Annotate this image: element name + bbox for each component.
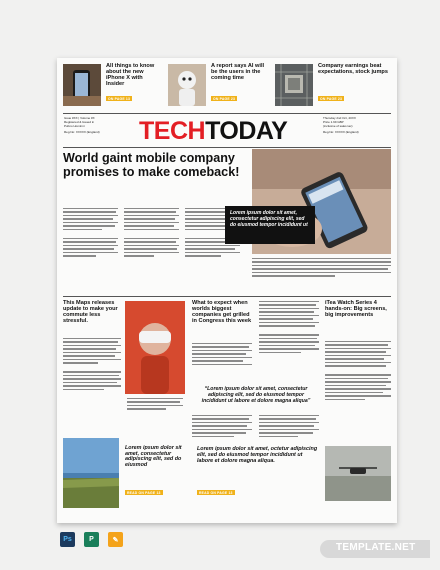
lead-col-1-text bbox=[63, 208, 118, 257]
lead-pullquote bbox=[225, 206, 315, 244]
top-story-1-headline: All things to know about the new iPhone X with Insider bbox=[106, 63, 155, 87]
lead-col-2-text bbox=[124, 208, 179, 257]
top-story-2-headline: A report says AI will be the users in the coming time bbox=[211, 63, 265, 81]
masthead-rule-top bbox=[63, 113, 391, 114]
top-story-2-tag: ON PAGE 23 bbox=[213, 96, 236, 101]
photoshop-app-icon[interactable] bbox=[60, 532, 75, 547]
meta-line: Thursday 2nd Oct, 20XX bbox=[323, 116, 356, 120]
bottom-mid-tag: READ ON PAGE 13 bbox=[199, 490, 233, 495]
meta-line: Reg.No: XXXXX (England) bbox=[64, 130, 100, 135]
watch-text bbox=[325, 341, 391, 400]
bottom-mid-headline: Lorem ipsum dolor sit amet, octetur adipiscing elit, sed do eiusmod tempor incididunt ut labore et dolore magna aliqua. bbox=[197, 446, 318, 465]
story-watch-headline: iTea Watch Series 4 hands-on: Big screens, big improvements bbox=[325, 300, 387, 318]
lead-pullquote-text: Lorem ipsum dolor sit amet, consectetur adipiscing elit, sed do eiusmod tempor incididunt ut bbox=[230, 210, 308, 228]
watermark-text: TEMPLATE.NET bbox=[336, 542, 416, 553]
section-divider bbox=[63, 296, 391, 297]
publisher-app-icon[interactable] bbox=[84, 532, 99, 547]
congress-col-1-text bbox=[192, 343, 252, 365]
pages-app-icon[interactable] bbox=[108, 532, 123, 547]
top-story-3-headline: Company earnings beat expectations, stock jumps bbox=[318, 63, 388, 75]
meta-line: Issue #XX | Volume #X bbox=[64, 116, 95, 120]
meta-line: Price 1.99 GBP bbox=[323, 120, 344, 125]
masthead-left-meta bbox=[64, 116, 124, 134]
vr-headset-photo bbox=[125, 301, 185, 394]
field-photo bbox=[63, 438, 119, 508]
title-tech: TECH bbox=[139, 117, 206, 145]
newspaper-page bbox=[57, 58, 397, 523]
story-maps-text bbox=[63, 338, 121, 390]
meta-line: Registered & Issued in bbox=[64, 120, 95, 125]
bottom-left-tag: READ ON PAGE 13 bbox=[127, 490, 161, 495]
bottom-left-headline: Lorem ipsum dolor sit amet, consectetur adipiscing elit, sed do eiusmod bbox=[125, 445, 182, 469]
mid-col-2-text bbox=[259, 415, 319, 437]
congress-col-2-text bbox=[259, 301, 319, 353]
top-story-1-tag: ON PAGE 13 bbox=[108, 96, 131, 101]
title-today: TODAY bbox=[205, 117, 288, 145]
vr-caption-text bbox=[127, 398, 183, 410]
robot-photo bbox=[168, 64, 206, 106]
lead-under-photo-text bbox=[252, 258, 391, 277]
mid-pullquote: “Lorem ipsum dolor sit amet, consectetur adipiscing elit, sed do eiusmod tempor incididunt ut labore et dolore magna aliqua” bbox=[201, 386, 311, 405]
drone-photo bbox=[325, 446, 391, 501]
story-maps-headline: This Maps releases update to make your commute less stressful. bbox=[63, 300, 118, 324]
pages-icon-label: ✎ bbox=[112, 536, 119, 544]
iphone-photo bbox=[63, 64, 101, 106]
publisher-icon-label: P bbox=[89, 536, 94, 543]
story-congress-headline: What to expect when worlds biggest companies get grilled in Congress this week bbox=[192, 300, 252, 324]
meta-line: Reg.No: XXXXX (England) bbox=[323, 130, 359, 135]
masthead-right-meta bbox=[323, 116, 393, 134]
photoshop-icon-label: Ps bbox=[63, 536, 72, 543]
lead-headline: World gaint mobile company promises to make comeback! bbox=[63, 151, 240, 179]
circuit-photo bbox=[275, 64, 313, 106]
mid-col-1-text bbox=[192, 415, 252, 437]
meta-line: (inclusive of sales tax) bbox=[323, 124, 353, 129]
meta-line: Pubno Hominni bbox=[64, 124, 85, 129]
top-story-3-tag: ON PAGE 23 bbox=[320, 96, 343, 101]
masthead-rule-bottom bbox=[63, 147, 391, 148]
masthead-title bbox=[139, 119, 287, 144]
